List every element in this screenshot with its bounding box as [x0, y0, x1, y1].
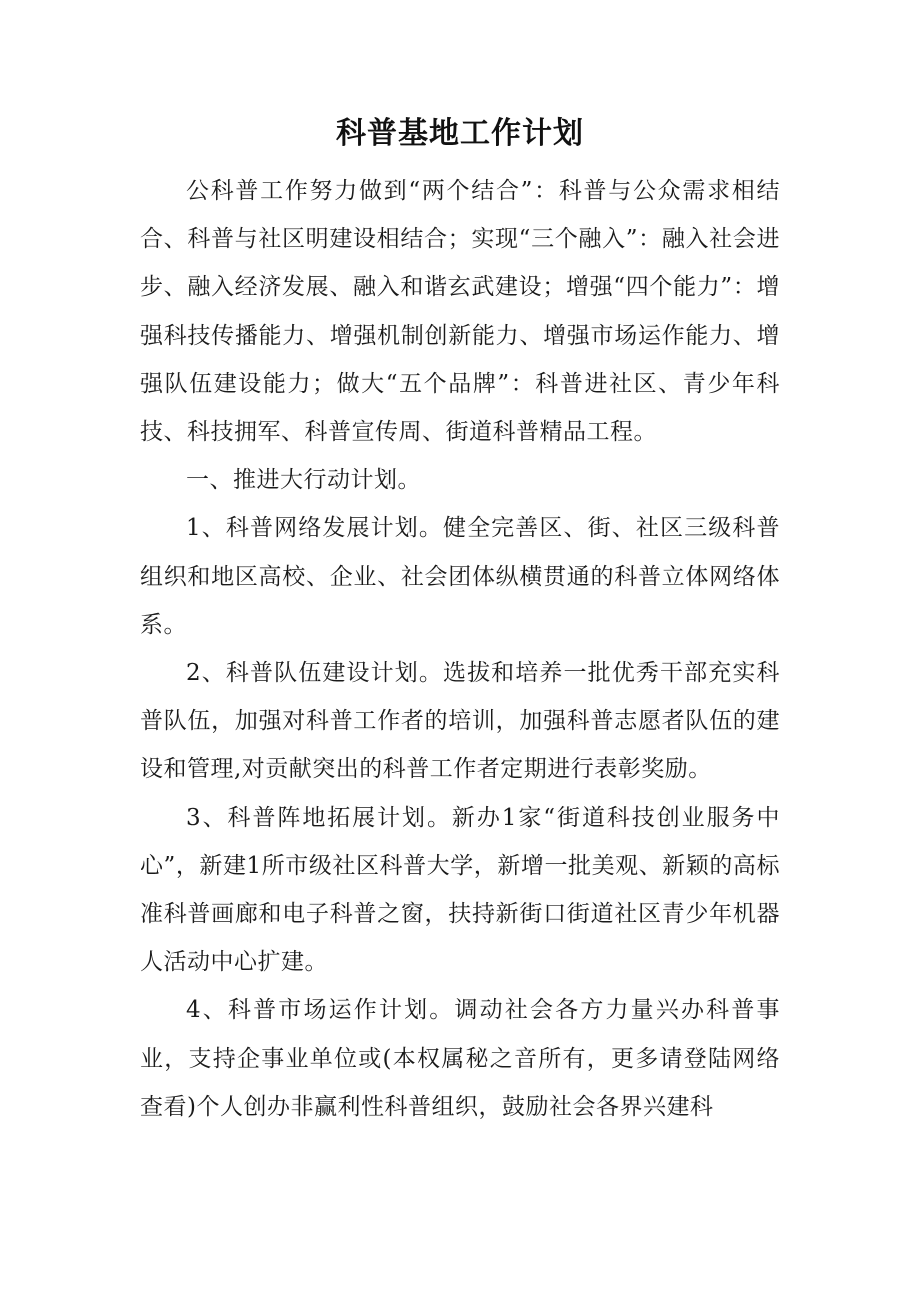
- paragraph-intro: 公科普工作努力做到“两个结合”：科普与公众需求相结合、科普与社区明建设相结合；实现“三个融入”：融入社会进步、融入经济发展、融入和谐玄武建设；增强“四个能力”：增强科技传播能力、增强机制创新能力、增强市场运作能力、增强队伍建设能力；做大“五个品牌”：科普进社区、青少年科技、科技拥军、科普宣传周、街道科普精品工程。: [140, 178, 780, 446]
- document-body: [140, 167, 780, 1131]
- paragraph-item-1: 1、科普网络发展计划。健全完善区、街、社区三级科普组织和地区高校、企业、社会团体纵横贯通的科普立体网络体系。: [140, 515, 780, 638]
- document-title: 科普基地工作计划: [336, 116, 584, 151]
- paragraph-item-4: 4、科普市场运作计划。调动社会各方力量兴办科普事业，支持企事业单位或(本权属秘之音所有，更多请登陆网络查看)个人创办非赢利性科普组织，鼓励社会各界兴建科: [140, 997, 780, 1120]
- paragraph-item-3: 3、科普阵地拓展计划。新办1家“街道科技创业服务中心”，新建1所市级社区科普大学，新增一批美观、新颖的高标准科普画廊和电子科普之窗，扶持新街口街道社区青少年机器人活动中心扩建。: [140, 804, 780, 976]
- paragraph-section-heading: 一、推进大行动计划。: [186, 467, 421, 494]
- paragraph-item-2: 2、科普队伍建设计划。选拔和培养一批优秀干部充实科普队伍，加强对科普工作者的培训，加强科普志愿者队伍的建设和管理,对贡献突出的科普工作者定期进行表彰奖励。: [140, 660, 780, 783]
